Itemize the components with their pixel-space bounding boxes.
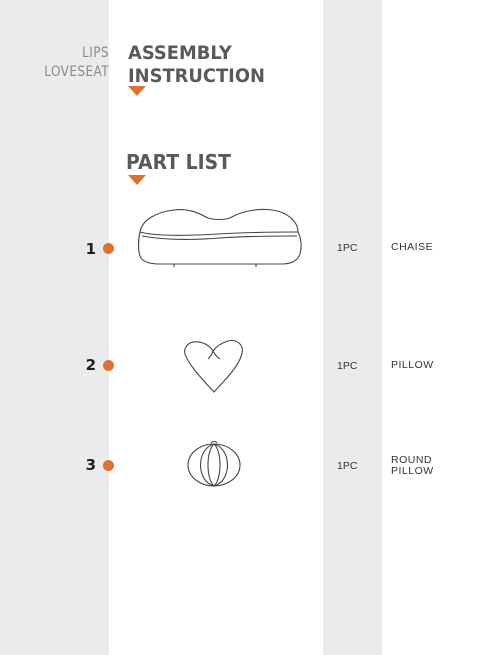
part-list-heading-text: PART LIST (126, 150, 231, 174)
part-name-line2: PILLOW (391, 465, 434, 477)
part-quantity: 1PC (337, 242, 358, 254)
part-row (0, 335, 491, 395)
product-name-line2: LOVESEAT (44, 64, 109, 80)
title-arrow-icon (128, 86, 146, 96)
part-name (391, 242, 433, 253)
part-number: 2 (85, 356, 96, 374)
part-number: 3 (85, 456, 96, 474)
part-quantity: 1PC (337, 360, 358, 372)
document-title (128, 42, 274, 88)
part-name (391, 455, 434, 477)
document-title-line1: ASSEMBLY (128, 42, 232, 64)
lips-chaise-icon (134, 202, 304, 282)
left-background-band (0, 0, 109, 655)
document-title-line2: INSTRUCTION (128, 65, 265, 87)
middle-background-band (323, 0, 382, 655)
part-bullet-icon (103, 460, 114, 471)
part-list-arrow-icon (128, 175, 146, 185)
part-row (0, 218, 491, 278)
part-name (391, 360, 434, 371)
product-name-line1: LIPS (82, 45, 109, 61)
part-name-line1: PILLOW (391, 359, 434, 371)
part-bullet-icon (103, 360, 114, 371)
part-bullet-icon (103, 243, 114, 254)
part-list-heading (126, 151, 238, 174)
part-row (0, 435, 491, 495)
part-name-line1: CHAISE (391, 241, 434, 253)
round-pillow-icon (184, 439, 244, 491)
part-quantity: 1PC (337, 460, 358, 472)
part-name-line1: ROUND (391, 454, 432, 466)
product-name (9, 44, 109, 82)
part-number: 1 (85, 240, 96, 258)
heart-pillow-icon (180, 337, 250, 397)
